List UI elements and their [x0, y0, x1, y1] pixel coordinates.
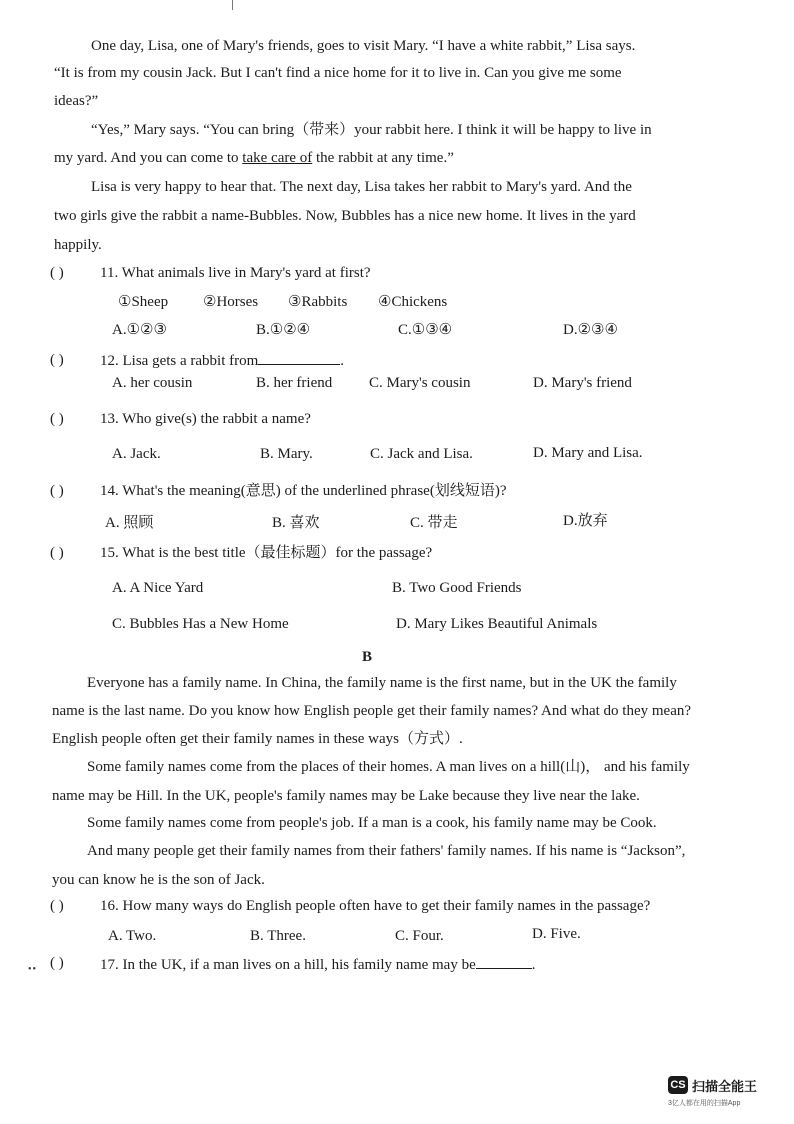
q16-option-a: A. Two.: [108, 928, 157, 944]
margin-mark: ••: [28, 964, 38, 975]
q11-item: ③Rabbits: [288, 294, 348, 310]
passage-b-line: English people often get their family names in these ways（方式）.: [52, 731, 463, 747]
q15-option-c: C. Bubbles Has a New Home: [112, 616, 289, 632]
question-stem-q11: 11. What animals live in Mary's yard at first?: [100, 265, 371, 281]
answer-blank-q17[interactable]: ( ): [50, 955, 64, 971]
passage-a-line: Lisa is very happy to hear that. The next day, Lisa takes her rabbit to Mary's yard. And the: [91, 179, 632, 195]
fill-blank[interactable]: [258, 350, 340, 365]
q12-option-c: C. Mary's cousin: [369, 375, 471, 391]
q13-option-b: B. Mary.: [260, 446, 313, 462]
passage-b-line: name is the last name. Do you know how English people get their family names? And what do they mean?: [52, 703, 692, 719]
passage-b-line: Some family names come from the places of their homes. A man lives on a hill(山)， and his family: [87, 759, 690, 775]
scanner-watermark: [668, 1076, 780, 1110]
q11-option-c: C.①③④: [398, 322, 453, 338]
answer-blank-q11[interactable]: ( ): [50, 265, 64, 281]
q14-option-a: A. 照顾: [105, 515, 154, 531]
margin-tick: [232, 0, 233, 10]
fill-blank[interactable]: [476, 954, 532, 969]
q13-option-c: C. Jack and Lisa.: [370, 446, 473, 462]
q16-option-c: C. Four.: [395, 928, 444, 944]
watermark-name: 扫描全能王: [692, 1079, 758, 1094]
camscanner-logo-icon: CS: [668, 1076, 688, 1094]
answer-blank-q15[interactable]: ( ): [50, 545, 64, 561]
q13-option-a: A. Jack.: [112, 446, 161, 462]
answer-blank-q13[interactable]: ( ): [50, 411, 64, 427]
passage-a-line: happily.: [54, 237, 102, 253]
q11-item: ②Horses: [203, 294, 259, 310]
passage-a-line: “Yes,” Mary says. “You can bring（带来）your rabbit here. I think it will be happy to live in: [91, 122, 652, 138]
answer-blank-q14[interactable]: ( ): [50, 483, 64, 499]
answer-blank-q16[interactable]: ( ): [50, 898, 64, 914]
q15-option-d: D. Mary Likes Beautiful Animals: [396, 616, 598, 632]
passage-b-line: you can know he is the son of Jack.: [52, 872, 265, 888]
underlined-phrase: take care of: [242, 150, 313, 166]
passage-a-text: my yard. And you can come to: [54, 150, 243, 166]
q16-option-d: D. Five.: [532, 926, 581, 942]
question-stem-q12: [100, 350, 344, 371]
q12-option-a: A. her cousin: [112, 375, 193, 391]
q11-option-d: D.②③④: [563, 322, 618, 338]
q12-option-b: B. her friend: [256, 375, 333, 391]
passage-a-line: “It is from my cousin Jack. But I can't find a nice home for it to live in. Can you give me some: [54, 65, 622, 81]
passage-b-line: name may be Hill. In the UK, people's family names may be Lake because they live near the lake.: [52, 788, 640, 804]
q11-item: ④Chickens: [378, 294, 448, 310]
q11-option-a: A.①②③: [112, 322, 167, 338]
passage-a-line: [54, 148, 454, 168]
passage-b-line: Everyone has a family name. In China, the family name is the first name, but in the UK the family: [87, 675, 677, 691]
q14-option-d: D.放弃: [563, 513, 608, 529]
question-stem-q15: 15. What is the best title（最佳标题）for the passage?: [100, 545, 433, 561]
question-stem-q13: 13. Who give(s) the rabbit a name?: [100, 411, 311, 427]
passage-b-line: Some family names come from people's job. If a man is a cook, his family name may be Cook.: [87, 815, 657, 831]
q14-option-b: B. 喜欢: [272, 515, 320, 531]
q14-option-c: C. 带走: [410, 515, 458, 531]
q12-option-d: D. Mary's friend: [533, 375, 632, 391]
q11-item: ①Sheep: [118, 294, 169, 310]
section-b-heading: B: [362, 649, 373, 665]
question-text: .: [340, 353, 345, 369]
watermark-subtitle: 3亿人都在用的扫描App: [668, 1100, 741, 1107]
passage-a-line: One day, Lisa, one of Mary's friends, goes to visit Mary. “I have a white rabbit,” Lisa says.: [91, 38, 636, 54]
passage-a-line: ideas?”: [54, 93, 99, 109]
question-text: .: [531, 957, 536, 973]
q15-option-a: A. A Nice Yard: [112, 580, 204, 596]
q13-option-d: D. Mary and Lisa.: [533, 445, 643, 461]
answer-blank-q12[interactable]: ( ): [50, 352, 64, 368]
q11-option-b: B.①②④: [256, 322, 311, 338]
question-stem-q17: [100, 954, 536, 975]
q16-option-b: B. Three.: [250, 928, 306, 944]
question-text: 12. Lisa gets a rabbit from: [100, 353, 259, 369]
question-stem-q16: 16. How many ways do English people often have to get their family names in the passage?: [100, 898, 651, 914]
q15-option-b: B. Two Good Friends: [392, 580, 522, 596]
question-text: 17. In the UK, if a man lives on a hill, his family name may be: [100, 957, 476, 973]
passage-b-line: And many people get their family names from their fathers' family names. If his name is “Jackson”,: [87, 843, 686, 859]
question-stem-q14: 14. What's the meaning(意思) of the underlined phrase(划线短语)?: [100, 483, 507, 499]
passage-a-line: two girls give the rabbit a name-Bubbles. Now, Bubbles has a nice new home. It lives in the yard: [54, 208, 636, 224]
passage-a-text: the rabbit at any time.”: [312, 150, 454, 166]
